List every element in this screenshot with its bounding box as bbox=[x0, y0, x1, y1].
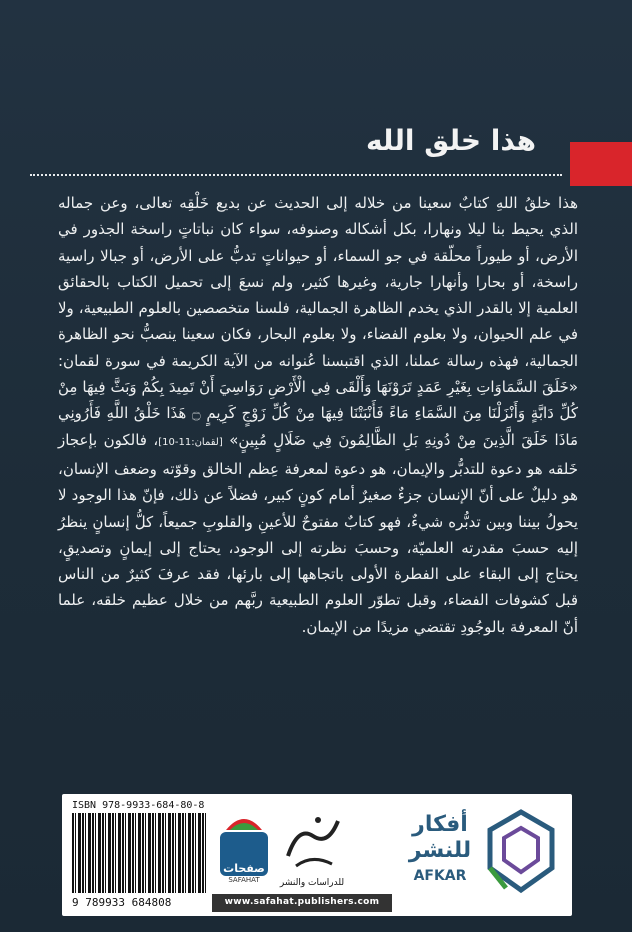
afkar-arabic bbox=[400, 812, 480, 864]
blurb-text bbox=[58, 190, 578, 640]
quran-citation: [لقمان:11-10] bbox=[158, 436, 223, 448]
publisher-url[interactable]: www.safahat.publishers.com bbox=[224, 897, 380, 907]
blurb-paragraph: هذا خلقُ اللهِ كتابٌ سعينا من خلاله إلى الحديث عن بديع خَلْقِه تعالى، وعن جماله الذي يحيط بنا ليلا ونهارا، بكل أشكاله وصنوفه، سواء كان نباتاتٍ راسخة الجذور في الأرض، أو طيوراً محلّقة في جو السماء، أو حيواناتٍ تدبُّ على الأرض، أو جبالا راسية راسخة، أو بحارا وأنهارا جارية، وغيرها كثير، ولم نسعَ إلى تحميل الكتاب بالحقائق العلمية إلا بالقدر الذي يخدم الظاهرة الجمالية، فلسنا متخصصين بالعلوم الطبيعية، ولا في علم الحيوان، ولا بعلوم الفضاء، ولا بعلوم البحار، فكان سعينا ينصبُّ نحو الظاهرة الجمالية، فهذه رسالة عملنا، الذي اقتبسنا عُنوانه من الآية الكريمة في سورة لقمان: «خَلَقَ السَّمَاوَاتِ بِغَيْرِ عَمَدٍ تَرَوْنَهَا وَأَلْقَى فِي الْأَرْضِ رَوَاسِيَ أَنْ تَمِيدَ بِكُمْ وَبَثَّ فِيهَا مِنْ كُلِّ دَابَّةٍ وَأَنْزَلْنَا مِنَ السَّمَاءِ مَاءً فَأَنْبَتْنَا فِيهَا مِنْ كُلِّ زَوْجٍ كَرِيمٍ ۝ هَذَا خَلْقُ اللَّهِ فَأَرُونِي مَاذَا خَلَقَ الَّذِينَ مِنْ دُونِهِ بَلِ الظَّالِمُونَ فِي ضَلَالٍ مُبِينٍ» bbox=[58, 194, 578, 449]
barcode-number: 9 789933 684808 bbox=[72, 896, 172, 909]
blurb-paragraph-end: ، فالكون بإعجاز خَلقه هو دعوة للتدبُّر والإيمان، هو دعوة لمعرفة عِظم الخالق وقوّته وضعف الإنسان، هو دليلٌ على أنّ الإنسان جزءٌ صغيرٌ أمام كونٍ كبير، فضلاً عن ذلك، فإنّ هذا الوجود لا يحولُ بيننا وبين تدبُّره شيءٌ، فهو كتابٌ مفتوحٌ للأعينِ والقلوبِ جميعاً، كلُّ إنسانٍ ينظرُ إليه حسبَ مقدرته العلميّة، وحسبَ نظرته إلى الوجود، يحتاج إلى إيمانٍ وتصديقٍ، يحتاج إلى البقاء على الفطرة الأولى باتجاهها إلى بارئها، فقد عرفَ كثيرٌ من الناس قبل كشوفات الفضاء، وقبل تطوّر العلوم الطبيعية ربَّهم من خلال عظيم خلقه، علما أنّ المعرفة بالوجُودِ تقتضي مزيدًا من الإيمان. bbox=[58, 430, 578, 636]
title-row bbox=[0, 124, 632, 184]
harf-calligraphy-logo-icon bbox=[278, 806, 348, 876]
afkar-logo-icon bbox=[486, 808, 556, 894]
afkar-line1: أفكار bbox=[412, 812, 468, 837]
red-accent-block bbox=[570, 142, 632, 186]
isbn-label: ISBN 978-9933-684-80-8 bbox=[72, 800, 205, 811]
book-title: هذا خلق الله bbox=[365, 124, 536, 157]
dotted-divider bbox=[30, 174, 562, 176]
harf-subtitle: للدراسات والنشر bbox=[279, 878, 345, 888]
barcode bbox=[72, 813, 208, 893]
afkar-line2: للنشر bbox=[408, 838, 472, 863]
afkar-english: AFKAR bbox=[413, 868, 467, 884]
safahat-arabic: صفحات bbox=[223, 862, 265, 875]
safahat-english: SAFAHAT bbox=[228, 876, 260, 884]
